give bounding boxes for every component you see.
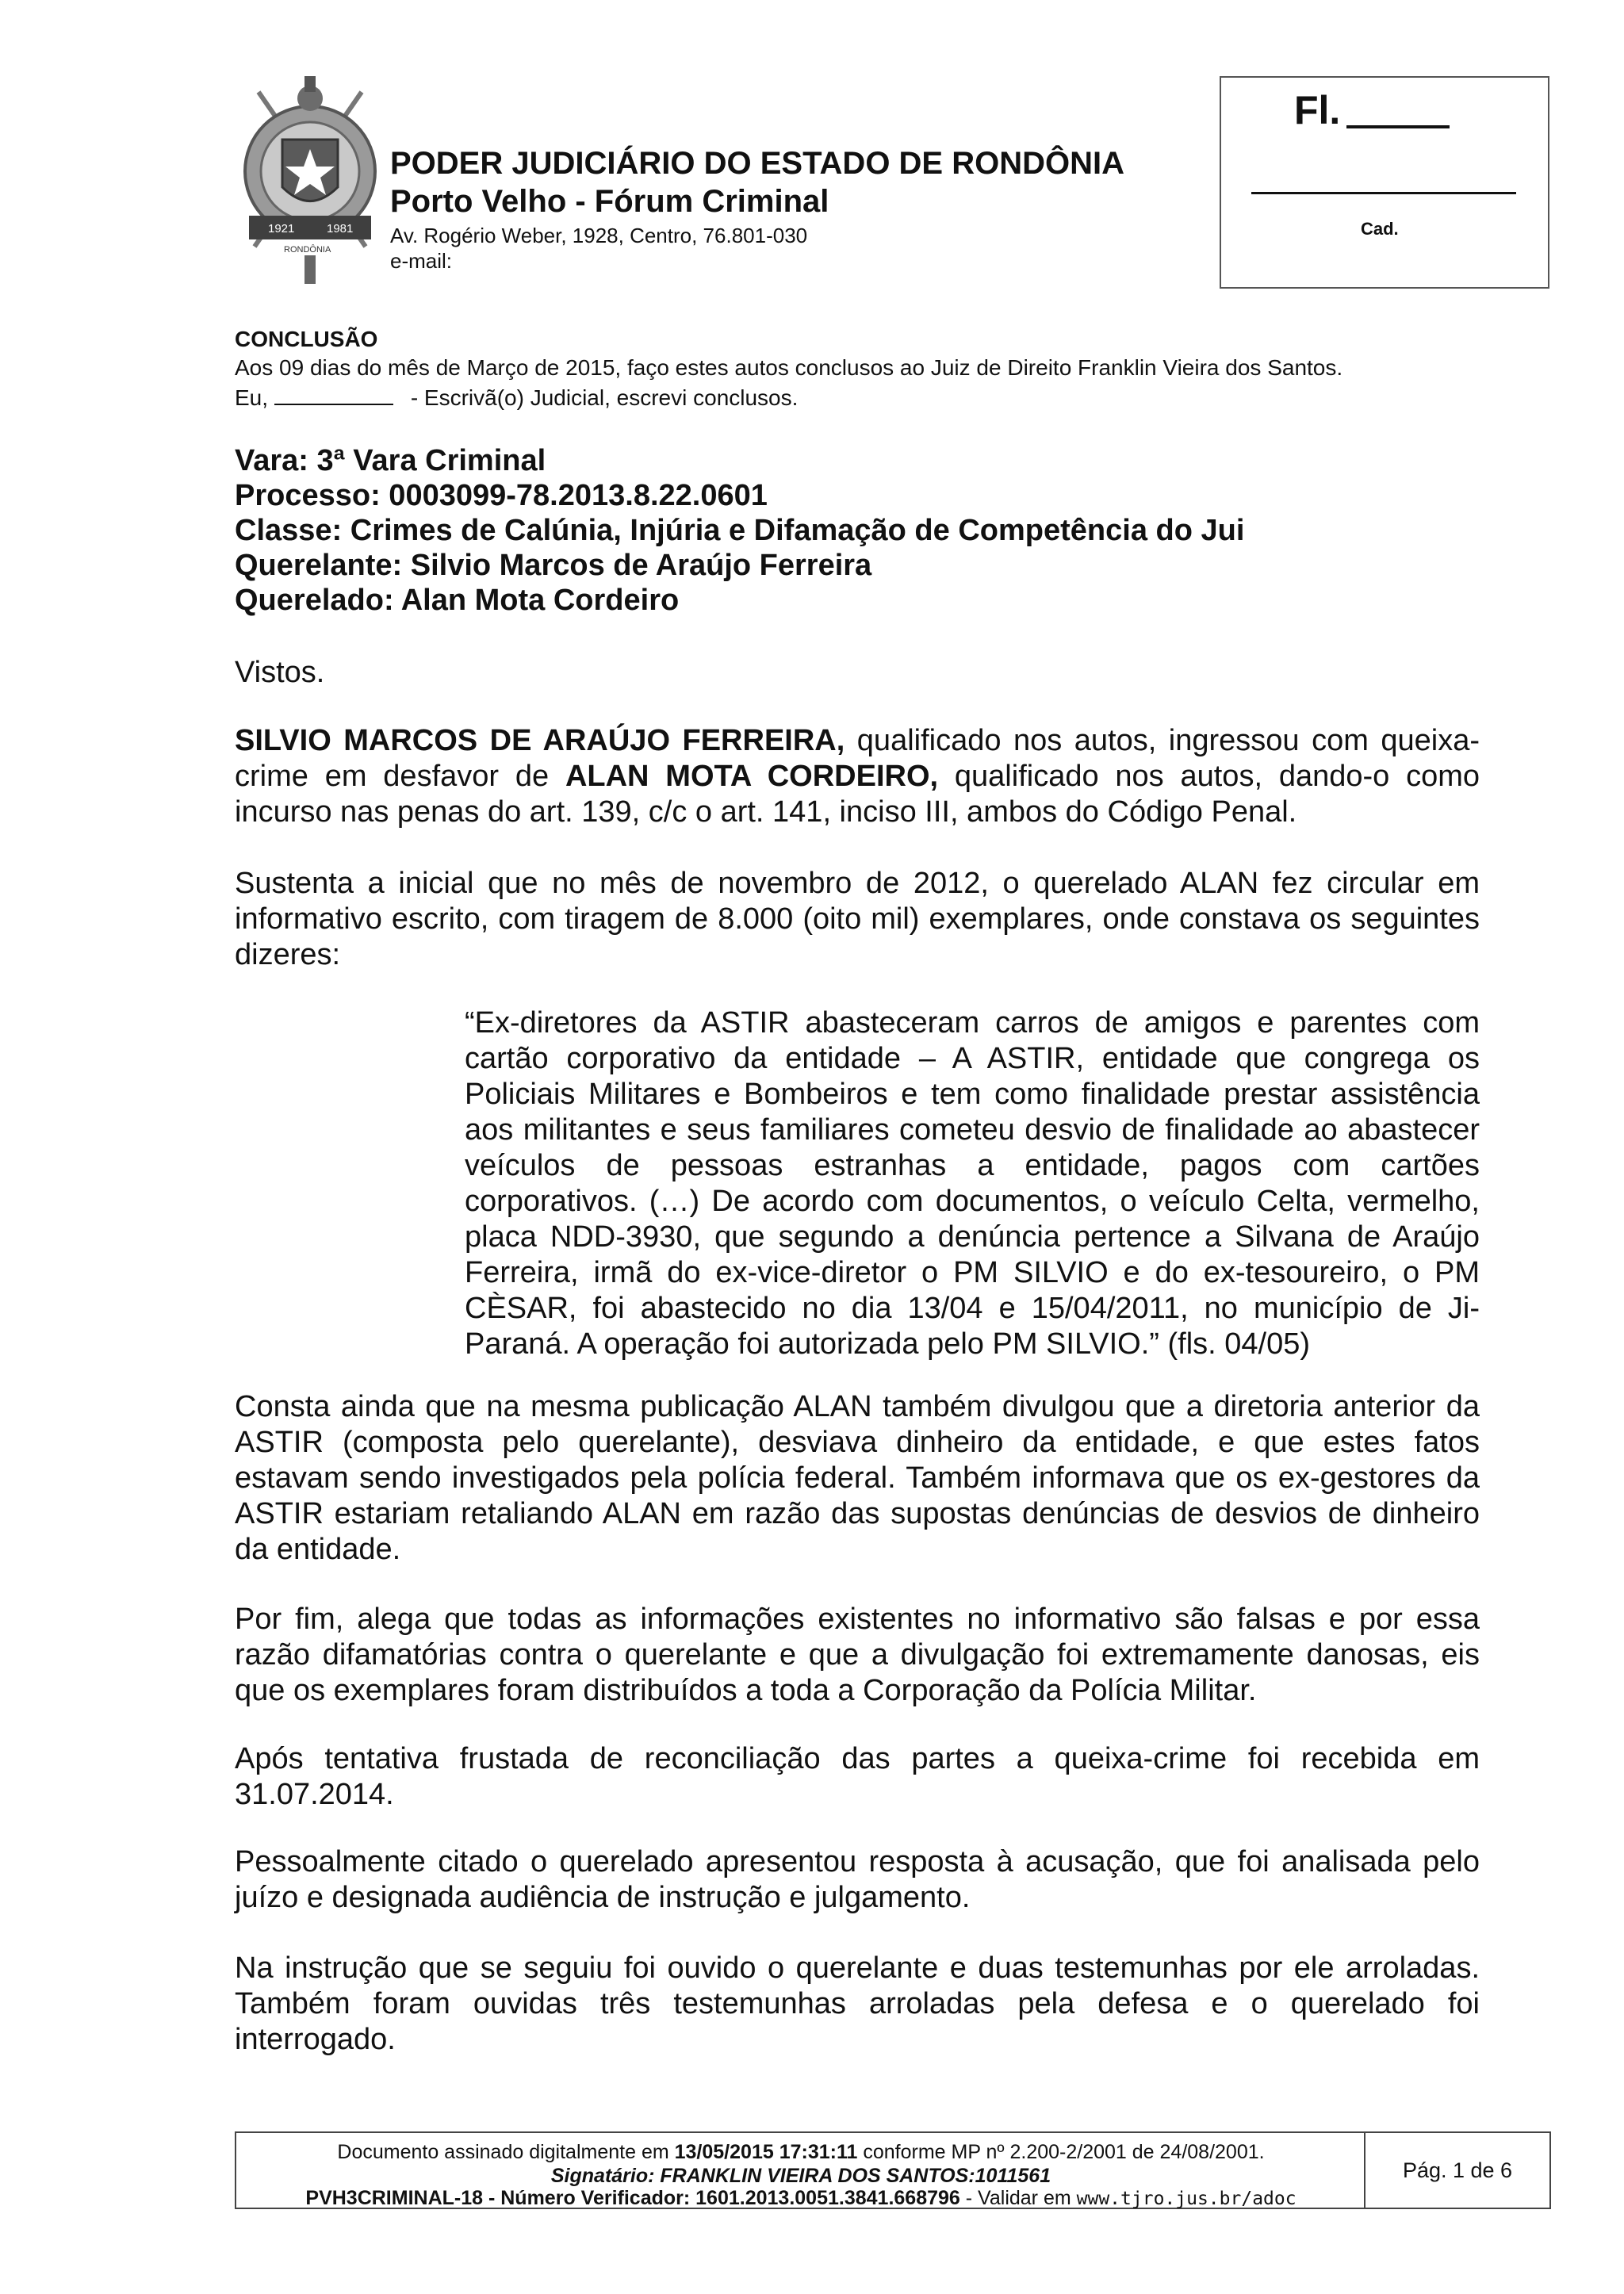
court-email-label: e-mail: [390,249,453,273]
verificador-number: PVH3CRIMINAL-18 - Número Verificador: 1601.2013.0051.3841.668796 [305,2187,960,2209]
conclusao-line2-prefix: Eu, [235,385,269,410]
folio-label: Fl. [1294,88,1341,132]
verificador-line: PVH3CRIMINAL-18 - Número Verificador: 1601.2013.0051.3841.668796 - Validar em www.tjro.jus.br/adoc [305,2187,1297,2209]
case-processo: Processo: 0003099-78.2013.8.22.0601 [235,479,768,512]
signature-footer [235,2131,1551,2209]
signature-details [236,2133,1365,2208]
escrivao-blank-line [274,404,393,405]
court-subtitle: Porto Velho - Fórum Criminal [390,184,829,219]
conclusao-line2 [235,385,798,411]
conclusao-title: CONCLUSÃO [235,327,378,351]
coat-of-arms-seal [235,76,385,284]
conclusao-line1: Aos 09 dias do mês de Março de 2015, faço estes autos conclusos ao Juiz de Direito Franklin Vieira dos Santos. [235,355,1343,380]
paragraph-4: Por fim, alega que todas as informações existentes no informativo são falsas e por essa razão difamatórias contra o querelante e que a divulgação foi extremamente danosas, eis que os exemplares foram distribuídos a toda a Corporação da Polícia Militar. [235,1603,1480,1707]
cad-signature-line [1251,192,1516,194]
page-number: Pág. 1 de 6 [1402,2158,1513,2182]
signatario-line: Signatário: FRANKLIN VIEIRA DOS SANTOS:1011561 [550,2165,1051,2187]
vistos: Vistos. [235,656,325,689]
case-querelado: Querelado: Alan Mota Cordeiro [235,584,680,617]
paragraph-3: Consta ainda que na mesma publicação ALAN também divulgou que a diretoria anterior da ASTIR (composta pelo querelante), desviava dinheiro da entidade, e que estes fatos estavam sendo investigados pela polícia federal. Também informava que os ex-gestores da ASTIR estariam retaliando ALAN em razão das supostas denúncias de desvios de dinheiro da entidade. [235,1390,1480,1566]
court-address: Av. Rogério Weber, 1928, Centro, 76.801-030 [390,224,808,247]
seal-date-right: 1981 [327,222,354,236]
paragraph-6: Pessoalmente citado o querelado apresentou resposta à acusação, que foi analisada pelo juízo e designada audiência de instrução e julgamento. [235,1845,1480,1914]
folio-number-line [1346,125,1450,128]
folio-box [1220,76,1549,289]
querelado-name: ALAN MOTA CORDEIRO, [565,760,939,793]
querelante-name: SILVIO MARCOS DE ARAÚJO FERREIRA, [235,724,845,757]
court-title: PODER JUDICIÁRIO DO ESTADO DE RONDÔNIA [390,146,1124,181]
validation-link[interactable]: www.tjro.jus.br/adoc [1076,2189,1297,2209]
cad-label: Cad. [1361,219,1399,239]
seal-date-left: 1921 [268,222,295,236]
quoted-excerpt: “Ex-diretores da ASTIR abasteceram carros de amigos e parentes com cartão corporativo da entidade – A ASTIR, entidade que congrega os Policiais Militares e Bombeiros e tem como finalidade prestar assistência aos militantes e seus familiares cometeu desvio de finalidade ao abastecer veículos de pessoas estranhas a entidade, pagos com cartões corporativos. (…) De acordo com documentos, o veículo Celta, vermelho, placa NDD-3930, que segundo a denúncia pertence a Silvana de Araújo Ferreira, irmã do ex-vice-diretor o PM SILVIO e do ex-tesoureiro, o PM CÈSAR, foi abastecido no dia 13/04 e 15/04/2011, no município de Ji-Paraná. A operação foi autorizada pelo PM SILVIO.” (fls. 04/05) [465,1006,1480,1361]
paragraph-5: Após tentativa frustada de reconciliação das partes a queixa-crime foi recebida em 31.07.2014. [235,1742,1480,1811]
paragraph-2: Sustenta a inicial que no mês de novembro de 2012, o querelado ALAN fez circular em informativo escrito, com tiragem de 8.000 (oito mil) exemplares, onde constava os seguintes dizeres: [235,867,1480,971]
paragraph-7: Na instrução que se seguiu foi ouvido o querelante e duas testemunhas por ele arroladas. Também foram ouvidas três testemunhas arroladas pela defesa e o querelado foi interrogado. [235,1951,1480,2056]
paragraph-1: SILVIO MARCOS DE ARAÚJO FERREIRA, qualificado nos autos, ingressou com queixa-crime em desfavor de ALAN MOTA CORDEIRO, qualificado nos autos, dando-o como incurso nas penas do art. 139, c/c o art. 141, inciso III, ambos do Código Penal. [235,724,1480,829]
seal-banner: RONDÔNIA [284,245,331,255]
conclusao-line2-suffix: - Escrivã(o) Judicial, escrevi conclusos. [410,385,799,410]
signed-line: Documento assinado digitalmente em 13/05/2015 17:31:11 conforme MP nº 2.200-2/2001 de 24/08/2001. [337,2141,1265,2163]
case-vara: Vara: 3ª Vara Criminal [235,444,546,477]
signed-datetime: 13/05/2015 17:31:11 [674,2141,858,2163]
case-querelante: Querelante: Silvio Marcos de Araújo Ferreira [235,549,872,582]
case-classe: Classe: Crimes de Calúnia, Injúria e Difamação de Competência do Jui [235,514,1245,547]
